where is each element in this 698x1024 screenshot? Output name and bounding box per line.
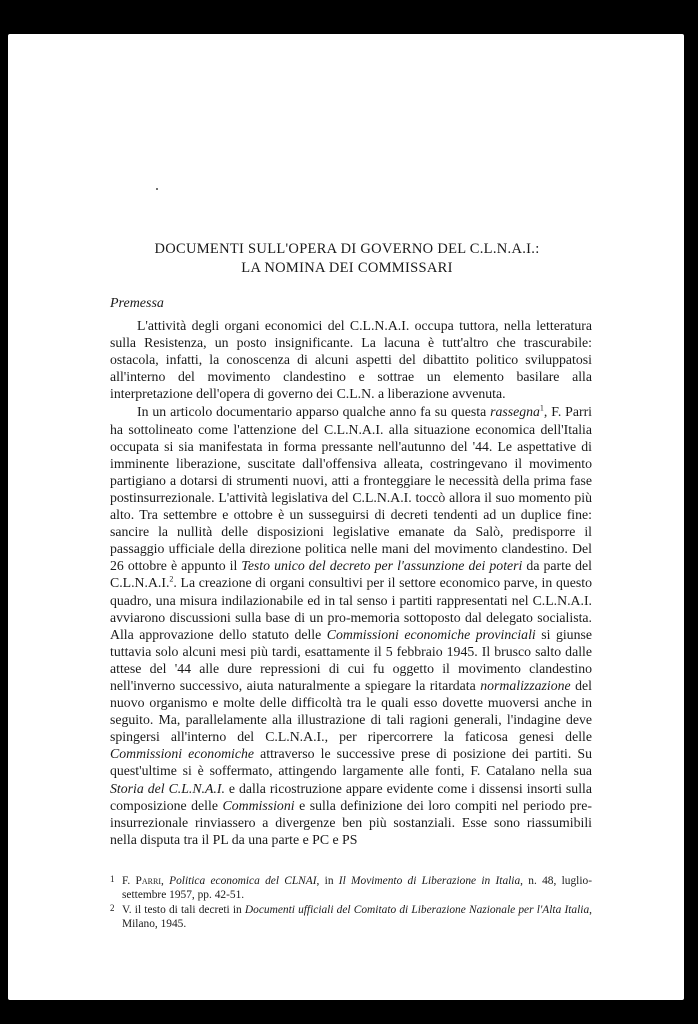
footnote-ref-2: 2 (169, 574, 174, 584)
title-line-2: LA NOMINA DEI COMMISSARI (241, 260, 453, 276)
paragraph-2 (110, 403, 592, 847)
text-run: attraverso le successive prese di posizione dei partiti. Su quest'ultime si è soffermato, attingendo largamente alle fonti, F. Catalano nella sua (110, 746, 592, 779)
author-name: Parri (135, 875, 161, 887)
paragraph-1: L'attività degli organi economici del C.L.N.A.I. occupa tuttora, nella letteratura sulla Resistenza, un posto insignificante. La lacuna è tutt'altro che trascurabile: ostacola, infatti, la conoscenza di alcuni aspetti del dibattito politico sviluppatosi all'interno del movimento clandestino e sottrae un elemento basilare alla interpretazione dell'opera di governo dei C.L.N. a liberazione avvenuta. (110, 318, 592, 402)
document-title (108, 240, 586, 278)
italic-run: Politica economica del CLNAI (169, 875, 317, 887)
text-run: In un articolo documentario apparso qualche anno fa su questa (137, 404, 491, 420)
title-line-1: DOCUMENTI SULL'OPERA DI GOVERNO DEL C.L.N.A.I.: (154, 241, 540, 257)
italic-run: Commissioni economiche provinciali (326, 626, 536, 642)
italic-run: Testo unico del decreto per l'assunzione dei poteri (241, 558, 523, 574)
text-run: , in (316, 875, 339, 887)
italic-run: normalizzazione (480, 677, 571, 693)
document-page (8, 34, 684, 1000)
italic-run: Commissioni (222, 797, 295, 813)
footnote-ref-1: 1 (539, 403, 544, 413)
text-run: F. (122, 875, 136, 887)
text-run: , (161, 875, 170, 887)
text-run: da parte del C.L.N.A.I. (110, 558, 592, 591)
footnote-1 (110, 874, 592, 903)
italic-run: rassegna (490, 404, 540, 420)
italic-run: Commissioni economiche (110, 746, 255, 762)
footnote-number: 1 (110, 874, 115, 884)
ink-speck (156, 188, 158, 190)
text-run: e sulla definizione dei loro compiti nel periodo pre-insurrezionale rinviassero a divergenze ben più sostanziali. Esse sono riassumibili nella disputa tra il PL da una parte e PC e PS (110, 797, 592, 847)
text-run: , n. 48, luglio-settembre 1957, pp. 42-51. (122, 875, 592, 902)
text-run: e dalla ricostruzione appare evidente come i dissensi insorti sulla composizione delle (110, 780, 592, 813)
section-heading: Premessa (110, 296, 164, 311)
body-text (110, 317, 592, 848)
text-run: . La creazione di organi consultivi per il settore economico parve, in questo quadro, una misura indilazionabile ed in tal senso i partiti rappresentati nel C.L.N.A.I. avviarono discussioni sulla base di un pro-memoria sottoposto dal delegato socialista. Alla approvazione dello statuto delle (110, 575, 592, 642)
italic-run: Il Movimento di Liberazione in Italia (338, 875, 521, 887)
text-run: si giunse tuttavia solo alcuni mesi più tardi, esattamente il 5 febbraio 1945. Il brusco salto dalle attese del '44 alle dure repressioni di cui fu oggetto il movimento clandestino nell'inverno successivo, aiuta naturalmente a spiegare la ritardata (110, 626, 592, 693)
text-run: V. il testo di tali decreti in (122, 903, 245, 916)
text-run: , F. Parri ha sottolineato come l'attenzione del C.L.N.A.I. alla situazione economica dell'Italia occupata si sia manifestata in forma pressante nell'autunno del '44. Le aspettative di imminente liberazione, suscitate dall'offensiva alleata, costringevano il movimento partigiano a dotarsi di strumenti nuovi, atti a fronteggiare le necessità della prima fase postinsurrezionale. L'attività legislativa del C.L.N.A.I. toccò allora il suo momento più alto. Tra settembre e ottobre è un susseguirsi di decreti tendenti ad un duplice fine: sancire la nullità delle disposizioni legislative emanate da Salò, predisporre il passaggio ufficiale della direzione politica nelle mani del movimento clandestino. Del 26 ottobre è appunto il (110, 404, 592, 574)
footnote-number: 2 (110, 902, 115, 913)
text-run: del nuovo organismo e molte delle difficoltà tra le quali esso dovette muoversi anche in seguito. Ma, parallelamente alla illustrazione di tali ragioni generali, l'indagine deve spingersi all'interno del C.L.N.A.I., per ripercorrere la faticosa genesi delle (110, 677, 592, 745)
italic-run: Storia del C.L.N.A.I. (110, 780, 225, 796)
footnote-2 (110, 903, 592, 932)
footnotes (110, 874, 592, 932)
italic-run: Documenti ufficiali del Comitato di Liberazione Nazionale per l'Alta Italia (244, 903, 590, 916)
text-run: , Milano, 1945. (122, 903, 592, 931)
